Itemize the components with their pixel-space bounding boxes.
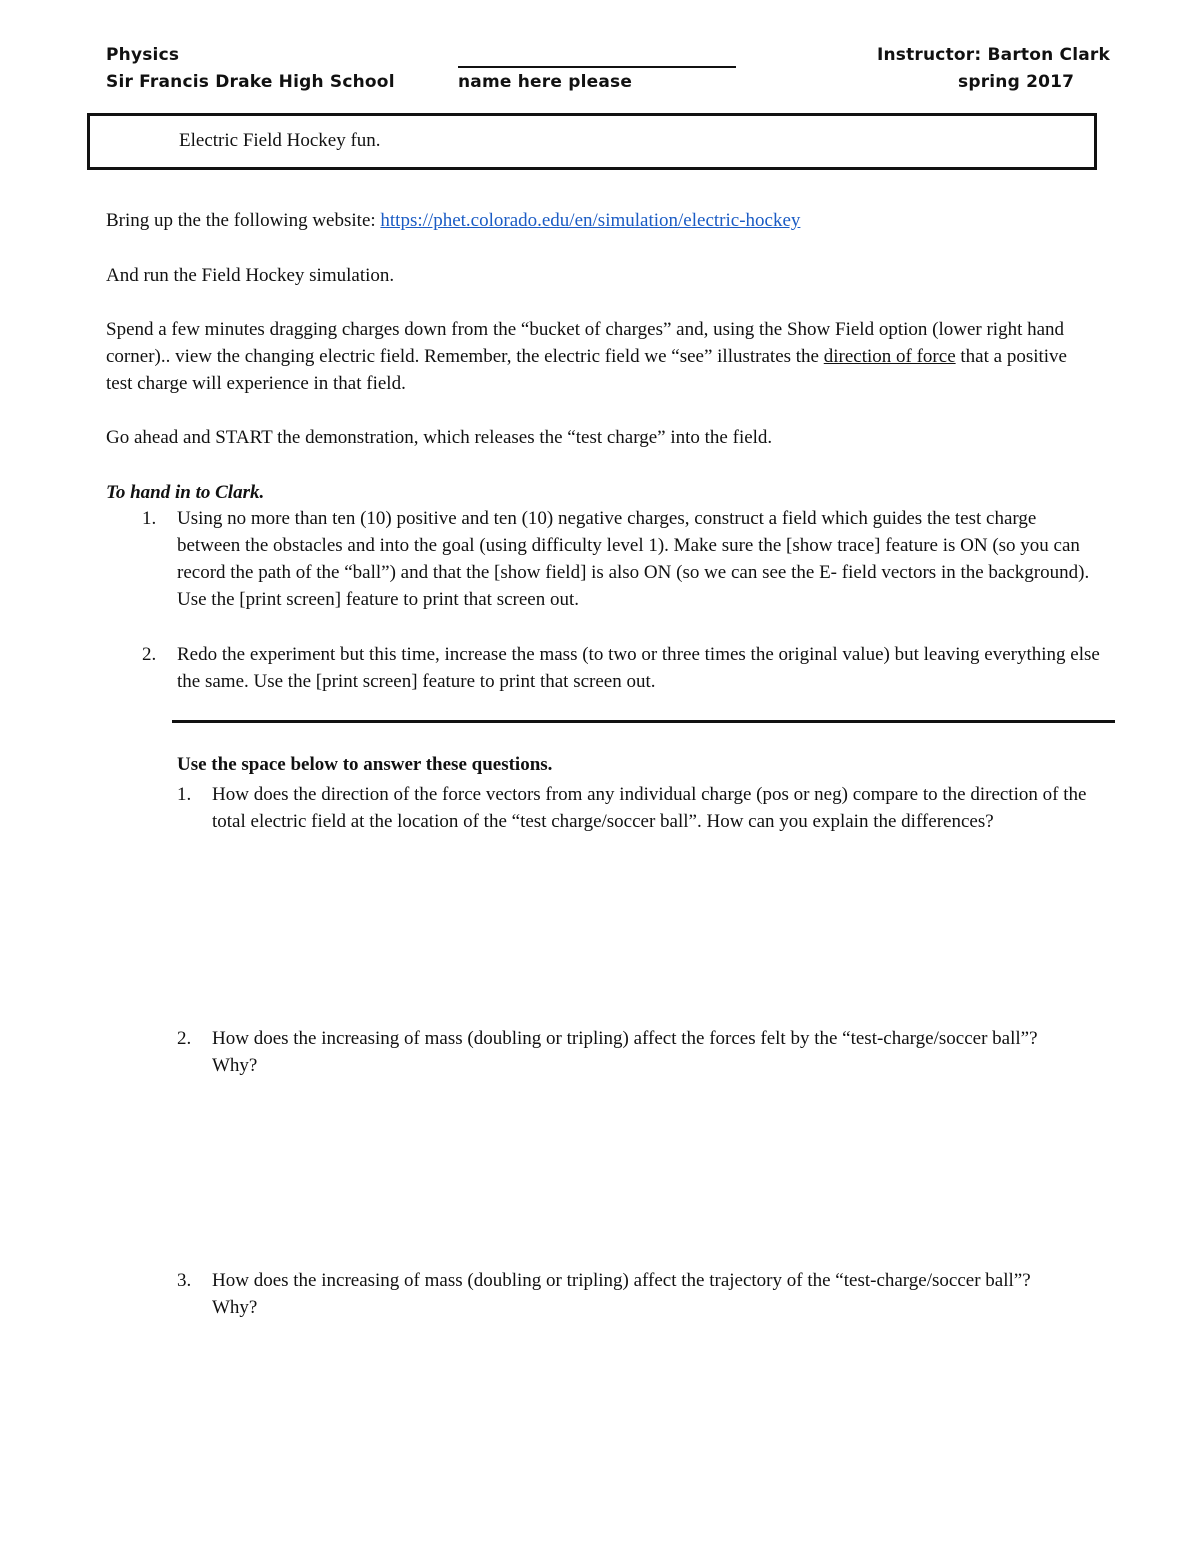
question-text: How does the increasing of mass (doubling or tripling) affect the forces felt by the “test-charge/soccer ball”? Why?	[212, 1028, 1038, 1076]
website-paragraph	[106, 207, 1106, 234]
start-paragraph: Go ahead and START the demonstration, which releases the “test charge” into the field.	[106, 427, 773, 448]
question-text: How does the increasing of mass (doubling or tripling) affect the trajectory of the “test-charge/soccer ball”? Why?	[212, 1270, 1031, 1318]
name-blank-line	[458, 66, 736, 68]
name-prompt: name here please	[458, 72, 633, 92]
section-divider	[172, 720, 1115, 723]
question-number: 1.	[177, 784, 192, 805]
question-item	[177, 781, 1117, 835]
item-text: Redo the experiment but this time, increase the mass (to two or three times the original value) but leaving everything else the same. Use the [print screen] feature to print that screen out.	[177, 644, 1100, 692]
spend-text-1: Spend a few minutes dragging charges down from the “bucket of charges” and, using the Show Field option (lower right hand corner).. view the changing electric field. Remember, the electric field we “see” illustrates the	[106, 319, 1065, 367]
term: spring 2017	[958, 72, 1075, 92]
direction-of-force-underlined: direction of force	[823, 346, 956, 367]
spend-text-2: that a positive test charge will experience in that field.	[106, 346, 1067, 394]
hand-in-item	[142, 505, 1102, 613]
question-item	[177, 1267, 1072, 1321]
item-number: 1.	[142, 508, 157, 529]
item-number: 2.	[142, 644, 157, 665]
item-text: Using no more than ten (10) positive and ten (10) negative charges, construct a field which guides the test charge between the obstacles and into the goal (using difficulty level 1). Make sure the [show trace] feature is ON (so you can record the path of the “ball”) and that the [show field] is also ON (so we can see the E- field vectors in the background). Use the [print screen] feature to print that screen out.	[177, 508, 1090, 610]
question-number: 3.	[177, 1270, 192, 1291]
questions-heading: Use the space below to answer these questions.	[177, 754, 553, 775]
question-number: 2.	[177, 1028, 192, 1049]
spend-paragraph	[106, 316, 1096, 397]
school-name: Sir Francis Drake High School	[106, 72, 395, 92]
website-prefix: Bring up the the following website:	[106, 210, 381, 231]
title-box	[87, 113, 1097, 170]
run-paragraph: And run the Field Hockey simulation.	[106, 265, 395, 286]
instructor-name: Instructor: Barton Clark	[876, 45, 1110, 65]
website-link[interactable]: https://phet.colorado.edu/en/simulation/electric-hockey	[380, 210, 801, 231]
course-name: Physics	[106, 45, 180, 65]
question-item	[177, 1025, 1072, 1079]
hand-in-item	[142, 641, 1102, 695]
hand-in-heading: To hand in to Clark.	[106, 482, 265, 503]
page-title: Electric Field Hockey fun.	[179, 130, 381, 151]
question-text: How does the direction of the force vectors from any individual charge (pos or neg) compare to the direction of the total electric field at the location of the “test charge/soccer ball”. How can you explain the differences?	[212, 784, 1087, 832]
